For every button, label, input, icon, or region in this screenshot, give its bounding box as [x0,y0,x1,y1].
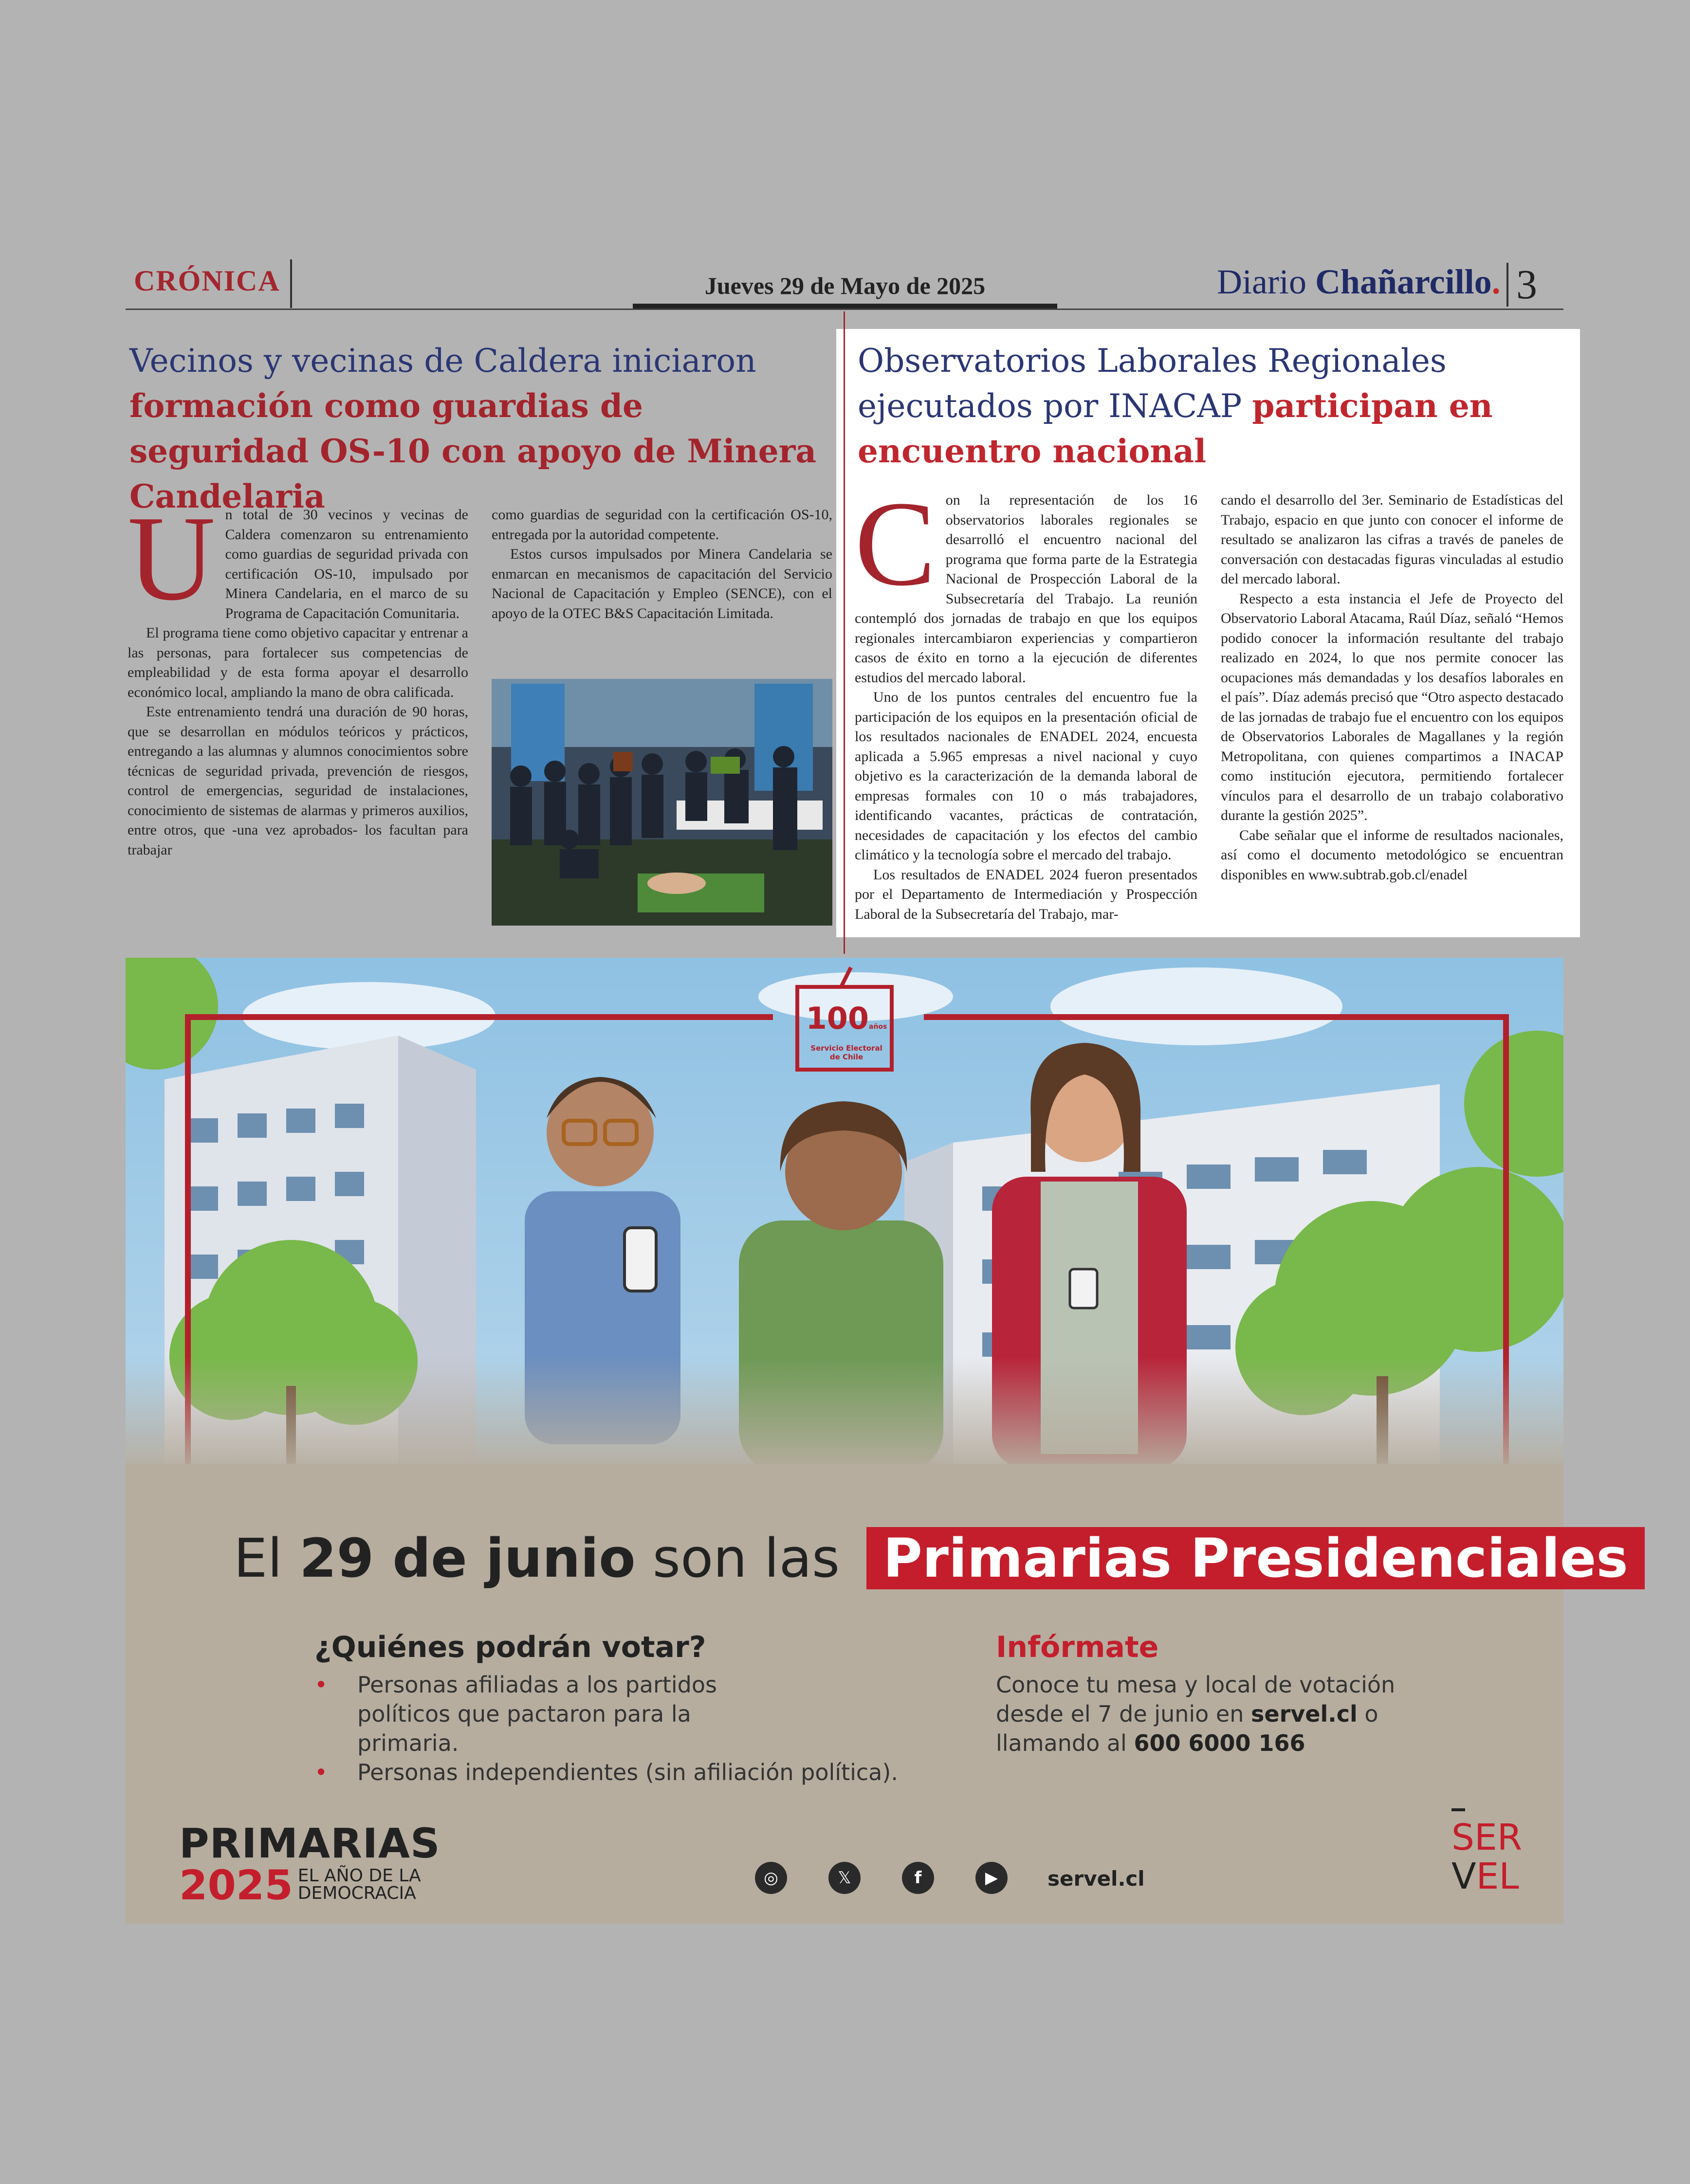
youtube-icon[interactable]: ▶ [975,1862,1008,1894]
masthead-rule [126,309,1563,310]
info-line2-pre: desde el 7 de junio en [996,1701,1244,1727]
who-item-text: Personas afiliadas a los partidos políticos que pactaron para la primaria. [357,1672,717,1756]
primarias-2025-logo [179,1820,441,1909]
bullet-icon: • [314,1759,328,1785]
brand-name: Chañarcillo [1315,262,1492,301]
servel-el: EL [1476,1856,1519,1897]
article1-column-2 [492,505,832,623]
info-line2-post: o [1364,1701,1378,1727]
ad-title-mid: son las [652,1527,840,1589]
training-photo [492,679,832,926]
logo-anos: años [869,1023,887,1031]
ad-title [234,1527,1645,1589]
article1-headline-red: formación como guardias de seguridad OS-10 con apoyo de Minera Candelaria [129,387,817,515]
paragraph: Los resultados de ENADEL 2024 fueron presentados por el Departamento de Intermediación y Prospección Laboral de la Subsecretaría del Trabajo, mar- [855,866,1197,922]
brand-dot: . [1491,262,1501,301]
info-line3-pre: llamando al [996,1730,1127,1756]
info-line2 [996,1699,1434,1729]
section-label: CRÓNICA [134,265,280,297]
facebook-icon[interactable]: f [902,1862,934,1894]
brand-tagline [298,1867,421,1902]
logo-100: 100 [806,1001,869,1036]
paragraph: Estos cursos impulsados por Minera Candelaria se enmarcan en mecanismos de capacitación del Servicio Nacional de Capacitación y Empleo (SENCE), con el apoyo de la OTEC B&S Capacitación Limitada. [492,546,832,621]
ad-title-date: 29 de junio [299,1527,636,1589]
article1-dropcap: U [128,491,216,626]
masthead-divider [290,259,292,308]
column-rule [844,311,845,954]
servel-dash [1451,1808,1465,1811]
paragraph: como guardias de seguridad con la certificación OS-10, entregada por la autoridad competente. [492,507,832,543]
brand-tag2: DEMOCRACIA [297,1883,416,1903]
info-site-link[interactable]: servel.cl [1251,1701,1358,1727]
who-heading: ¿Quiénes podrán votar? [314,1630,706,1664]
paragraph: n total de 30 vecinos y vecinas de Caldera comenzaron su entrenamiento como guardias de seguridad privada con certificación OS-10, impulsado por Minera Candelaria, en el marco de su Programa de Capacitación Comunitaria. [225,507,468,621]
who-item-text: Personas independientes (sin afiliación política). [357,1759,898,1785]
instagram-icon[interactable]: ◎ [755,1862,787,1894]
paragraph: on la representación de los 16 observatorios laborales regionales se desarrolló el encuentro nacional del programa que forma parte de la Estrategia Nacional de Prospección Laboral de la Subsecretaría del Trabajo. La reunión contempló dos jornadas de trabajo en que los equipos regionales intercambiaron experiencias y compartieron casos de éxito en torno a la ejecución de diferentes estudios del mercado laboral. [855,492,1197,686]
brand-tag1: EL AÑO DE LA [297,1866,421,1886]
info-phone: 600 6000 166 [1134,1730,1305,1756]
ad-title-pre: El [234,1527,283,1589]
logo-servicio: Servicio Electoral de Chile [810,1044,882,1061]
paragraph: Este entrenamiento tendrá una duración de 90 horas, que se desarrollan en módulos teóricos y prácticos, entregando a las alumnas y alumnos conocimientos sobre técnicas de seguridad privada, prevención de riesgos, control de emergencias, seguridad de instalaciones, conocimiento de sistemas de alarmas y primeros auxilios, entre otros, que -una vez aprobados- los facultan para trabajar [128,704,468,858]
article1-headline [129,339,821,519]
paragraph: Respecto a esta instancia el Jefe de Proyecto del Observatorio Laboral Atacama, Raúl Díaz, señaló “Hemos podido conocer la información resultante del trabajo realizado en 2024, lo que nos permite conocer las ocupaciones más demandadas y los desafíos laborales en el país”. Díaz además precisó que “Otro aspecto destacado de las jornadas de trabajo fue el encuentro con los equipos de Observatorios Laborales de Magallanes y la región Metropolitana, con quienes compartimos a INACAP como institución ejecutora, permitiendo fortalecer vínculos para el desarrollo de un trabajo colaborativo durante la gestión 2025”. [1221,590,1563,823]
newspaper-brand [1217,262,1501,302]
servel-top: SER [1451,1817,1523,1858]
masthead-divider [1506,263,1508,307]
paragraph: cando el desarrollo del 3er. Seminario de Estadísticas del Trabajo, espacio en que junto con conocer el informe de resultado se analizaron las cifras a través de paneles de conversación con destacadas figuras vinculadas al estudio del mercado laboral. [1221,492,1563,587]
brand-year: 2025 [179,1861,293,1909]
article2-column-2 [1221,491,1563,885]
paragraph: El programa tiene como objetivo capacitar y entrenar a las personas, para fortalecer sus competencias de empleabilidad y de esta forma apoyar el desarrollo económico local, ampliando la mano de obra calificada. [128,625,468,700]
article2-headline-red: participan en encuentro nacional [858,387,1493,470]
article1-column-1 [128,491,468,860]
info-line3 [996,1729,1434,1758]
article2-headline-blue: Observatorios Laborales Regionales ejecutados por INACAP [858,342,1447,425]
servel-100-logo [805,1001,888,1061]
paragraph: Uno de los puntos centrales del encuentro fue la participación de los equipos en la presentación oficial de los resultados nacionales de ENADEL 2024, encuesta aplicada a 5.965 empresas a nivel nacional y cuyo objetivo es la caracterización de la demanda laboral de empresas formales con 10 o más trabajadores, identificando vacantes, prácticas de contratación, necesidades de capacitación y los efectos del cambio climático y la tecnología sobre el mercado del trabajo. [855,689,1197,863]
issue-date: Jueves 29 de Mayo de 2025 [704,272,986,299]
page-number: 3 [1516,261,1537,308]
article2-headline [858,339,1568,474]
who-item [314,1758,899,1787]
paragraph: Cabe señalar que el informe de resultados nacionales, así como el documento metodológico se encuentran disponibles en www.subtrab.gob.cl/enadel [1221,827,1563,883]
x-icon[interactable]: 𝕏 [828,1862,861,1894]
who-list [314,1670,899,1787]
ad-title-highlight: Primarias Presidenciales [866,1527,1645,1589]
servel-logo [1451,1808,1522,1896]
footer-site-link[interactable]: servel.cl [1047,1867,1145,1891]
brand-primarias: PRIMARIAS [179,1820,441,1867]
article2-column-1 [855,476,1197,924]
servel-v: V [1451,1856,1476,1897]
info-text [996,1670,1434,1758]
masthead-rule-bold [633,304,1057,309]
article1-headline-blue: Vecinos y vecinas de Caldera iniciaron [129,342,756,380]
info-heading: Infórmate [996,1630,1159,1664]
article2-dropcap: C [855,476,936,611]
brand-prefix: Diario [1217,262,1306,301]
bullet-icon: • [314,1672,328,1698]
info-line1: Conoce tu mesa y local de votación [996,1672,1396,1698]
who-item [314,1670,899,1758]
